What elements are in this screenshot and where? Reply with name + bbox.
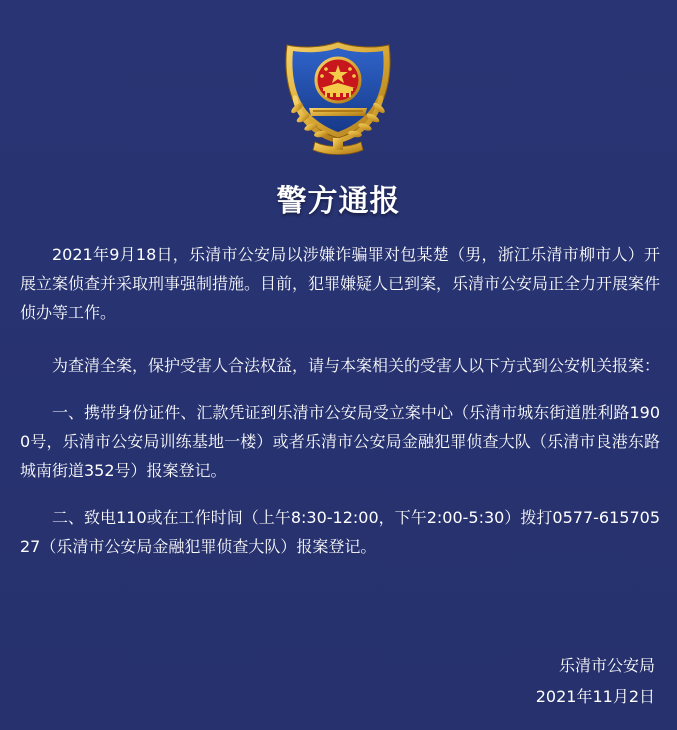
police-emblem-icon [275,38,401,162]
notice-body [20,240,660,561]
notice-paragraph-3: 一、携带身份证件、汇款凭证到乐清市公安局受立案中心（乐清市城东街道胜利路1900号，乐清市公安局训练基地一楼）或者乐清市公安局金融犯罪侦查大队（乐清市良港东路城南街道352号）报案登记。 [20,403,660,480]
notice-title: 警方通报 [276,184,401,219]
signature-date: 2021年11月2日 [535,687,655,706]
notice-paragraph-2: 为查清全案，保护受害人合法权益，请与本案相关的受害人以下方式到公安机关报案： [52,356,661,375]
signature-organization: 乐清市公安局 [558,656,655,675]
notice-paragraph-4: 二、致电110或在工作时间（上午8:30-12:00，下午2:00-5:30）拨打0577-61570527（乐清市公安局金融犯罪侦查大队）报案登记。 [20,508,660,556]
notice-paragraph-1: 2021年9月18日，乐清市公安局以涉嫌诈骗罪对包某楚（男，浙江乐清市柳市人）开展立案侦查并采取刑事强制措施。目前，犯罪嫌疑人已到案，乐清市公安局正全力开展案件侦办等工作。 [20,245,661,322]
